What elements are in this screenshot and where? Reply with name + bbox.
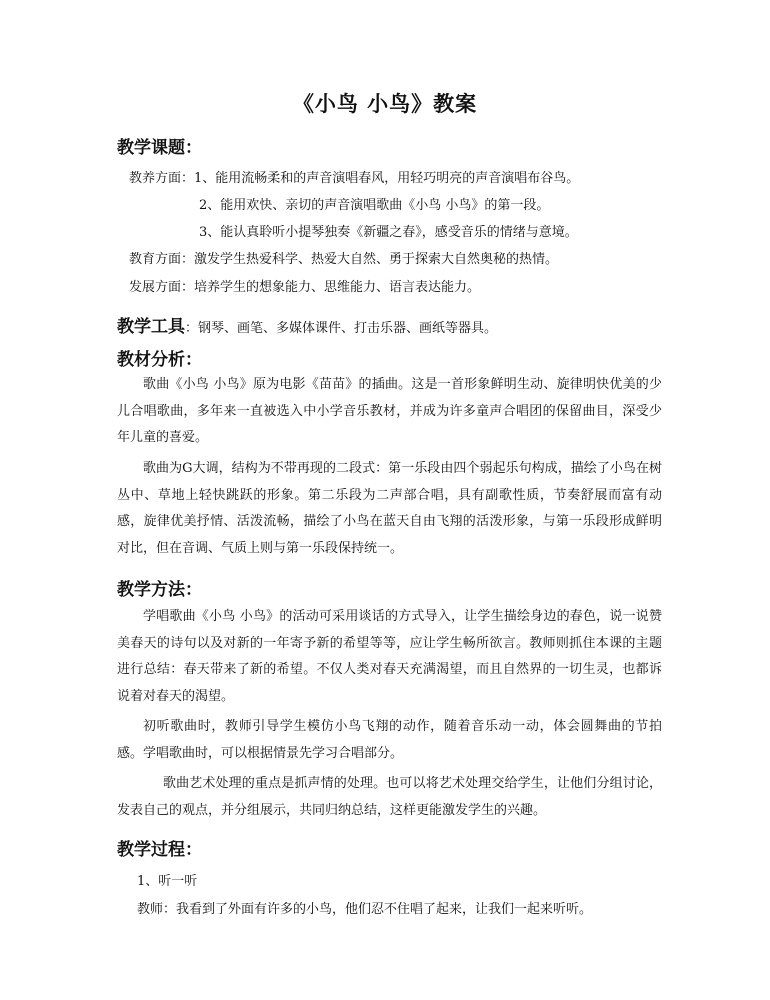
tools-line <box>117 312 497 337</box>
cultivation-line-1 <box>129 167 579 186</box>
cultivation-item-2: 2、能用欢快、亲切的声音演唱歌曲《小鸟 小鸟》的第一段。 <box>199 198 550 213</box>
teacher-line: 教师：我看到了外面有许多的小鸟，他们忍不住唱了起来，让我们一起来听听。 <box>137 902 593 917</box>
education-line <box>129 248 558 267</box>
heading-analysis: 教材分析： <box>117 350 202 370</box>
heading-process: 教学过程： <box>117 840 202 860</box>
heading-method: 教学方法： <box>117 580 202 600</box>
analysis-paragraph-2: 歌曲为G大调，结构为不带再现的二段式：第一乐段由四个弱起乐句构成，描绘了小鸟在树丛中、草地上轻快跳跃的形象。第二乐段为二声部合唱，具有副歌性质，节奏舒展而富有动感，旋律优美抒情、活泼流畅，描绘了小鸟在蓝天自由飞翔的活泼形象，与第一乐段形成鲜明对比，但在音调、气质上则与第一乐段保持统一。 <box>117 461 662 556</box>
development-label: 发展方面： <box>129 280 195 295</box>
cultivation-item-3: 3、能认真聆听小提琴独奏《新疆之春》，感受音乐的情绪与意境。 <box>199 225 578 240</box>
development-text: 培养学生的想象能力、思维能力、语言表达能力。 <box>194 280 481 295</box>
method-paragraph-2: 初听歌曲时，教师引导学生模仿小鸟飞翔的动作，随着音乐动一动，体会圆舞曲的节拍感。学唱歌曲时，可以根据情景先学习合唱部分。 <box>117 719 662 761</box>
analysis-paragraph-1: 歌曲《小鸟 小鸟》原为电影《苗苗》的插曲。这是一首形象鲜明生动、旋律明快优美的少儿合唱歌曲，多年来一直被选入中小学音乐教材，并成为许多童声合唱团的保留曲目，深受少年儿童的喜爱。 <box>117 377 662 445</box>
method-paragraph-3: 歌曲艺术处理的重点是抓声情的处理。也可以将艺术处理交给学生，让他们分组讨论，发表自己的观点，并分组展示，共同归纳总结，这样更能激发学生的兴趣。 <box>117 776 662 818</box>
document-title: 《小鸟 小鸟》教案 <box>292 92 478 116</box>
process-step-1: 1、听一听 <box>137 874 198 889</box>
method-paragraph-1: 学唱歌曲《小鸟 小鸟》的活动可采用谈话的方式导入，让学生描绘身边的春色，说一说赞美春天的诗句以及对新的一年寄予新的希望等等，应让学生畅所欲言。教师则抓住本课的主题进行总结：春天带来了新的希望。不仅人类对春天充满渴望，而且自然界的一切生灵，也都诉说着对春天的渴望。 <box>117 609 662 704</box>
heading-tools: 教学工具 <box>117 317 185 337</box>
cultivation-label: 教养方面： <box>129 171 195 186</box>
development-line <box>129 276 480 295</box>
heading-topic: 教学课题： <box>117 138 202 158</box>
tools-text: ：钢琴、画笔、多媒体课件、打击乐器、画纸等器具。 <box>185 321 498 336</box>
education-text: 激发学生热爱科学、热爱大自然、勇于探索大自然奥秘的热情。 <box>194 252 559 267</box>
cultivation-item-1: 1、能用流畅柔和的声音演唱春风，用轻巧明亮的声音演唱布谷鸟。 <box>194 171 580 186</box>
education-label: 教育方面： <box>129 252 195 267</box>
